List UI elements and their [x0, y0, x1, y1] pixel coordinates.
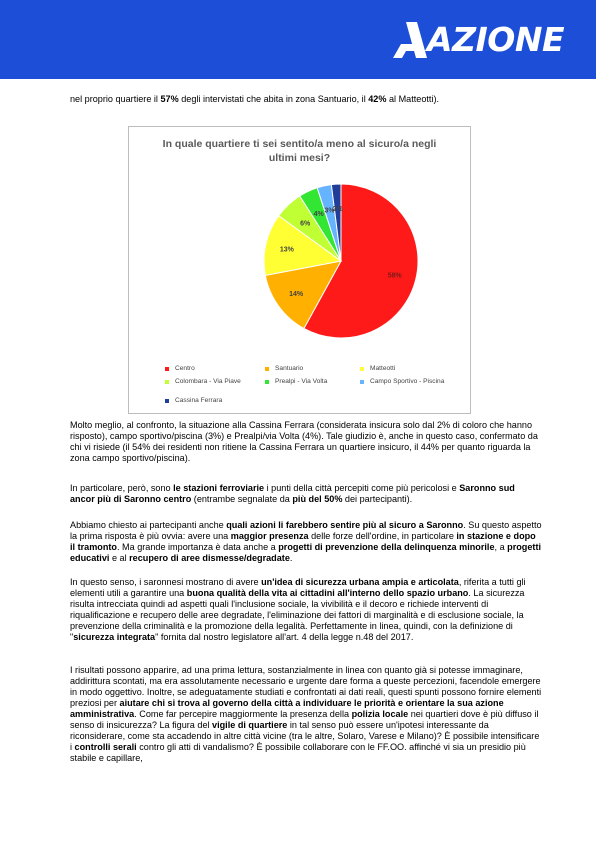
paragraph-1 — [70, 420, 542, 464]
paragraph-bold: sicurezza integrata — [73, 632, 156, 642]
paragraph-text: In questo senso, i saronnesi mostrano di avere — [70, 577, 262, 587]
paragraph-bold: vigile di quartiere — [212, 720, 288, 730]
paragraph-text: e al — [109, 553, 130, 563]
paragraph-text: Molto meglio, al confronto, la situazione alla Cassina Ferrara (considerata insicura solo dal 2% di coloro che hanno risposto), campo sportivo/piscina (3%) e Prealpi/via Volta (4%). Tale giudizio è, anche in questo caso, confermato da chi vi risiede (il 54% dei residenti non ritiene la Cassina Ferrara un quartiere insicuro, il 44% per quanto riguarda la zona campo sportivo/piscina). — [70, 420, 538, 463]
chart-title: In quale quartiere ti sei sentito/a meno al sicuro/a negli ultimi mesi? — [162, 138, 437, 164]
paragraph-text: nei quartieri dove è più diffuso il senso di insicurezza? La figura del — [70, 709, 539, 730]
paragraph-text: in tal senso può essere un'ipotesi interessante da riconsiderare, come sta accadendo in altre città vicine (tra le altre, Solaro, Varese e Milano)? È possibile intensificare i — [70, 720, 540, 752]
paragraph-text: . Su questo aspetto la prima risposta è più ovvia: avere una — [70, 520, 542, 541]
intro-text: nel proprio quartiere il — [70, 94, 161, 104]
paragraph-text: I risultati possono apparire, ad una prima lettura, sostanzialmente in linea con quanto già si potesse immaginare, addirittura scontati, ma era assolutamente necessario e urgente dare forma a queste percezioni, facendole emergere in modo oggettivo. Inoltre, se adeguatamente studiati e confrontati ai dati reali, questi spunti possono fornire elementi preziosi per — [70, 665, 542, 708]
paragraph-bold: recupero di aree dismesse/degradate — [129, 553, 290, 563]
intro-bold: 57% — [160, 94, 179, 104]
legend-swatch — [165, 399, 169, 403]
pie-data-label: 2% — [332, 206, 343, 214]
paragraph-text: contro gli atti di vandalismo? È possibile collaborare con le FF.OO. affinché vi sia un presidio più stabile e capillare, — [70, 742, 526, 763]
legend-label: Cassina Ferrara — [175, 397, 223, 404]
paragraph-4 — [70, 577, 542, 643]
legend-item — [360, 378, 444, 385]
paragraph-bold: buona qualità della vita ai cittadini all'interno dello spazio urbano — [186, 588, 469, 598]
paragraph-text: . Ma grande importanza è data anche a — [116, 542, 279, 552]
paragraph-bold: progetti educativi — [70, 542, 542, 563]
intro-bold: 42% — [368, 94, 387, 104]
paragraph-text: . Come far percepire maggiormente la presenza della — [134, 709, 352, 719]
paragraph-text: . — [289, 553, 293, 563]
legend-label: Colombara - Via Piave — [175, 378, 241, 385]
legend-label: Campo Sportivo - Piscina — [370, 378, 445, 385]
legend-item — [360, 365, 395, 372]
pie-data-label: 13% — [279, 246, 294, 254]
paragraph-text: Abbiamo chiesto ai partecipanti anche — [70, 520, 227, 530]
legend-item — [265, 378, 327, 385]
legend-swatch — [360, 367, 364, 371]
paragraph-bold: Saronno sud ancor più di Saronno centro — [70, 483, 515, 504]
pie-data-label: 4% — [313, 211, 324, 219]
legend-item — [265, 365, 303, 372]
legend-swatch — [165, 380, 169, 384]
paragraph-5 — [70, 665, 542, 764]
paragraph-text: , a — [494, 542, 508, 552]
paragraph-text: " fornita dal nostro legislatore all'art. 4 della legge n.48 del 2017. — [155, 632, 414, 642]
azione-logo-icon — [393, 22, 427, 58]
pie-chart — [129, 127, 470, 357]
pie-chart-frame — [128, 126, 471, 414]
paragraph-bold: le stazioni ferroviarie — [173, 483, 265, 493]
paragraph-bold: quali azioni li farebbero sentire più al sicuro a Saronno — [226, 520, 464, 530]
pie-data-label: 14% — [289, 291, 304, 299]
legend-swatch — [265, 380, 269, 384]
paragraph-text: dei partecipanti). — [342, 494, 413, 504]
paragraph-bold: in stazione e dopo il tramonto — [70, 531, 536, 552]
intro-text: al Matteotti). — [386, 94, 440, 104]
paragraph-bold: polizia locale — [351, 709, 409, 719]
legend-swatch — [165, 367, 169, 371]
legend-label: Centro — [175, 365, 195, 372]
legend-label: Matteotti — [370, 365, 396, 372]
legend-item — [165, 397, 222, 404]
pie-data-label: 3% — [324, 207, 335, 215]
pie-data-label: 58% — [387, 272, 402, 280]
paragraph-bold: più del 50% — [292, 494, 343, 504]
header-bar — [0, 0, 596, 79]
pie-data-label: 6% — [300, 220, 311, 228]
brand-name: AZIONE — [427, 20, 564, 59]
azione-logo — [393, 19, 564, 61]
legend-swatch — [360, 380, 364, 384]
legend-label: Prealpi - Via Volta — [275, 378, 328, 385]
intro-line — [70, 94, 550, 105]
paragraph-bold: controlli serali — [74, 742, 137, 752]
paragraph-3 — [70, 520, 542, 564]
paragraph-bold: progetti di prevenzione della delinquenza minorile — [278, 542, 495, 552]
paragraph-text: (entrambe segnalate da — [191, 494, 293, 504]
paragraph-bold: aiutare chi si trova al governo della città a individuare le priorità e orientare la sua azione amministrativa — [70, 698, 504, 719]
paragraph-bold: un'idea di sicurezza urbana ampia e articolata — [261, 577, 459, 587]
paragraph-2 — [70, 483, 542, 505]
legend-item — [165, 365, 195, 372]
paragraph-bold: maggior presenza — [230, 531, 309, 541]
intro-text: degli intervistati che abita in zona Santuario, il — [178, 94, 369, 104]
legend-label: Santuario — [275, 365, 304, 372]
paragraph-text: , riferita a tutti gli elementi utili a garantire una — [70, 577, 526, 598]
legend-item — [165, 378, 241, 385]
paragraph-text: i punti della città percepiti come più pericolosi e — [264, 483, 460, 493]
paragraph-text: delle forze dell'ordine, in particolare — [308, 531, 457, 541]
legend-swatch — [265, 367, 269, 371]
paragraph-text: In particolare, però, sono — [70, 483, 174, 493]
paragraph-text: . La sicurezza risulta intrecciata quindi ad aspetti quali l'inclusione sociale, la vivibilità e il decoro e richiede interventi di riqualificazione e recupero delle aree degradate, l'eliminazione dei fattori di marginalità e di esclusione sociale, la prevenzione della criminalità e la promozione della legalità. Perfettamente in linea, quindi, con la definizione di " — [70, 588, 525, 642]
